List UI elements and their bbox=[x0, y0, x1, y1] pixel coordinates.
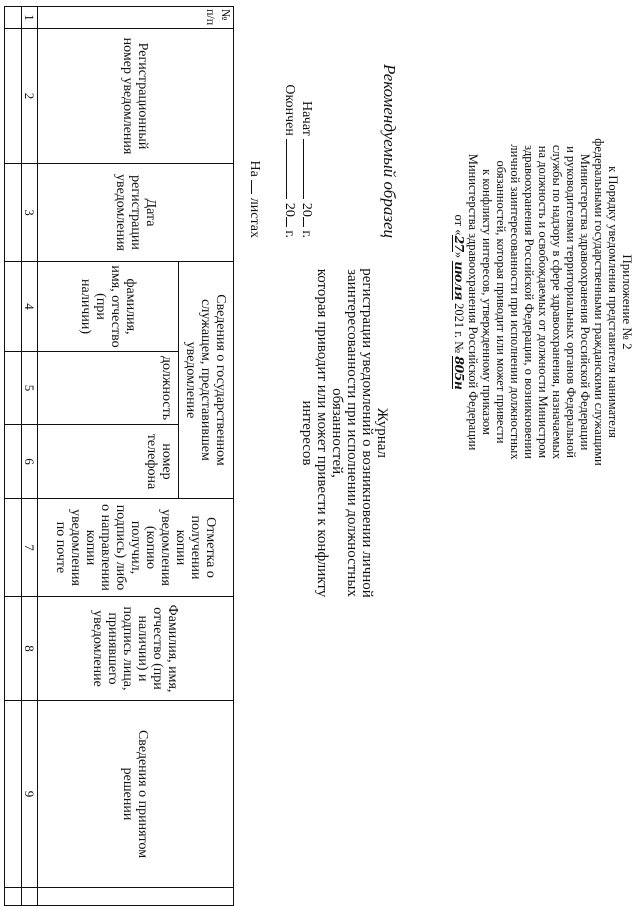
appendix-line: на должность и освобождаемых от должности Министром bbox=[536, 145, 550, 459]
ended-label: Окончен bbox=[282, 84, 297, 136]
ended-year-blank bbox=[286, 217, 298, 227]
order-year-label: 2021 г. № bbox=[452, 299, 466, 357]
table-cell bbox=[5, 164, 22, 262]
header-position: должность bbox=[38, 352, 179, 425]
appendix-heading: Приложение № 2 bbox=[620, 254, 635, 350]
appendix-line: службы по надзору в сфере здравоохранения, назначаемых bbox=[550, 144, 564, 460]
order-day: 27 bbox=[452, 235, 467, 252]
started-year-suffix: г. bbox=[299, 230, 314, 238]
column-number: 8 bbox=[22, 597, 38, 701]
title-line: Журнал bbox=[374, 407, 390, 458]
header-num: № п/п bbox=[38, 7, 234, 29]
appendix-line: Министерства здравоохранения Российской Федерации bbox=[466, 153, 480, 451]
appendix-line: здравоохранения Российской Федерации, о возникновении bbox=[522, 145, 536, 459]
sheet-count bbox=[246, 8, 263, 238]
header-reg-number: Регистрационный номер уведомления bbox=[38, 29, 234, 164]
column-number: 2 bbox=[22, 29, 38, 164]
title-line: которая приводит или может привести к конфликту интересов bbox=[299, 268, 330, 598]
title-line: заинтересованности при исполнении должностных обязанностей, bbox=[329, 269, 360, 597]
journal-title bbox=[299, 268, 389, 598]
header-full-name: фамилия, имя, отчество (при наличии) bbox=[38, 262, 179, 352]
order-month: июля bbox=[452, 261, 467, 300]
table-margin-cell bbox=[5, 888, 22, 906]
started-blank bbox=[303, 139, 315, 199]
appendix-line: и руководителями территориальных органов Федеральной bbox=[564, 146, 578, 458]
table-cell bbox=[5, 352, 22, 425]
column-number: 4 bbox=[22, 262, 38, 352]
column-number: 1 bbox=[22, 7, 38, 29]
order-date-line bbox=[452, 42, 466, 562]
table-cell bbox=[5, 425, 22, 499]
column-number: 5 bbox=[22, 352, 38, 425]
order-date-prefix: от « bbox=[452, 214, 466, 236]
appendix-header bbox=[452, 42, 634, 562]
title-line: регистрации уведомлений о возникновении личной bbox=[359, 268, 375, 598]
table-cell bbox=[5, 262, 22, 352]
column-number: 7 bbox=[22, 499, 38, 597]
started-row bbox=[298, 8, 315, 238]
recommended-sample-label: Рекомендуемый образец bbox=[380, 64, 399, 238]
order-date-separator: » bbox=[452, 251, 466, 262]
column-number: 3 bbox=[22, 164, 38, 262]
appendix-line: обязанностей, которая приводит или может привести bbox=[494, 160, 508, 444]
header-copy-mark: Отметка о получении копии уведомления (копию получил, подпись) либо о направлении копии уведомления по почте bbox=[38, 499, 234, 597]
appendix-line: к конфликту интересов, утвержденному приказом bbox=[480, 169, 494, 435]
header-decision: Сведения о принятом решении bbox=[38, 701, 234, 888]
table-cell bbox=[5, 597, 22, 701]
column-number: 9 bbox=[22, 701, 38, 888]
table-header-row bbox=[179, 7, 234, 906]
table-margin-cell bbox=[38, 888, 234, 906]
order-number: 805н bbox=[452, 356, 467, 390]
table-cell bbox=[5, 29, 22, 164]
column-number: 6 bbox=[22, 425, 38, 499]
ended-year-prefix: 20 bbox=[282, 202, 297, 217]
column-number-row bbox=[22, 7, 38, 906]
table-cell bbox=[5, 7, 22, 29]
table-cell bbox=[5, 701, 22, 888]
appendix-line: федеральными государственными гражданскими служащими bbox=[592, 138, 606, 466]
sheets-prefix: На bbox=[247, 160, 262, 177]
ended-row bbox=[281, 8, 298, 238]
sheets-suffix: листах bbox=[247, 197, 262, 238]
table-cell bbox=[5, 499, 22, 597]
header-reg-date: Дата регистрации уведомления bbox=[38, 164, 234, 262]
journal-table bbox=[4, 6, 234, 906]
header-recipient: Фамилия, имя, отчество (при наличии) и подпись лица, принявшего уведомление bbox=[38, 597, 234, 701]
started-year-prefix: 20 bbox=[299, 202, 314, 217]
appendix-line: к Порядку уведомления представителя нанимателя bbox=[606, 166, 620, 438]
started-year-blank bbox=[303, 217, 315, 227]
journal-dates bbox=[281, 8, 315, 238]
table-row bbox=[5, 7, 22, 906]
sheets-blank bbox=[251, 180, 263, 194]
appendix-line: Министерства здравоохранения Российской Федерации bbox=[578, 153, 592, 451]
started-label: Начат bbox=[299, 101, 314, 136]
appendix-line: личной заинтересованности при исполнении должностных bbox=[508, 144, 522, 460]
header-phone: номер телефона bbox=[38, 425, 179, 499]
header-employee-info: Сведения о государственном служащем, представившем уведомление bbox=[179, 262, 234, 499]
table-margin-cell bbox=[22, 888, 38, 906]
ended-blank bbox=[286, 139, 298, 199]
ended-year-suffix: г. bbox=[282, 230, 297, 238]
